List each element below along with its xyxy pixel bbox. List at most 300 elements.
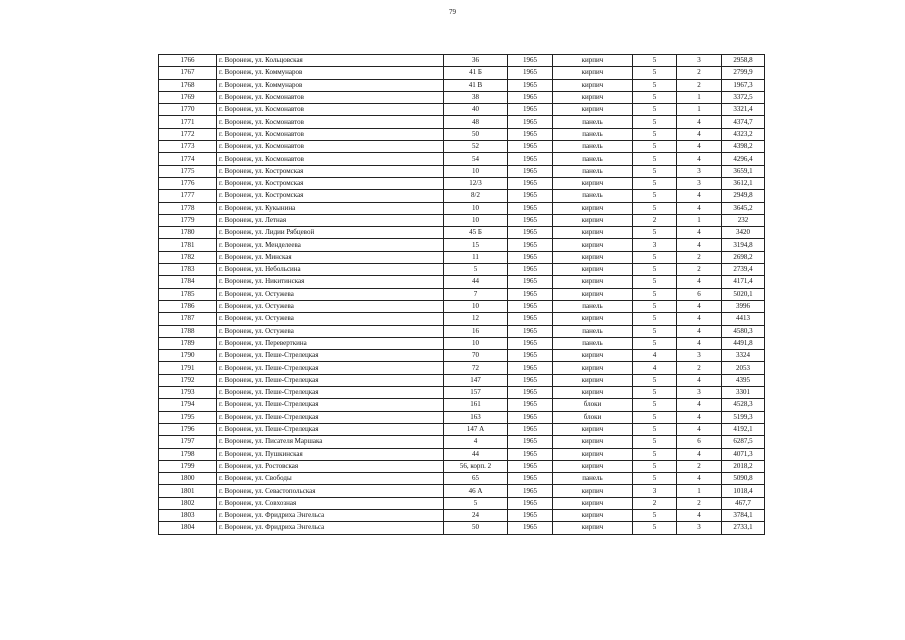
- wall-material-cell: кирпич: [553, 374, 633, 386]
- year-cell: 1965: [508, 153, 553, 165]
- table-row: [159, 55, 765, 67]
- address-cell: г. Воронеж, ул. Свободы: [217, 473, 444, 485]
- area-cell: 3194,8: [722, 239, 765, 251]
- year-cell: 1965: [508, 276, 553, 288]
- floors-cell: 5: [633, 423, 677, 435]
- floors-cell: 5: [633, 79, 677, 91]
- house-number-cell: 44: [444, 448, 508, 460]
- table-row: [159, 448, 765, 460]
- wall-material-cell: кирпич: [553, 485, 633, 497]
- table-row: [159, 460, 765, 472]
- house-number-cell: 54: [444, 153, 508, 165]
- house-number-cell: 161: [444, 399, 508, 411]
- address-cell: г. Воронеж, ул. Севастопольская: [217, 485, 444, 497]
- house-number-cell: 46 А: [444, 485, 508, 497]
- table-row: [159, 141, 765, 153]
- table-row: [159, 227, 765, 239]
- address-cell: г. Воронеж, ул. Ростовская: [217, 460, 444, 472]
- wall-material-cell: кирпич: [553, 91, 633, 103]
- wall-material-cell: кирпич: [553, 55, 633, 67]
- floors-cell: 4: [633, 350, 677, 362]
- house-number-cell: 24: [444, 509, 508, 521]
- year-cell: 1965: [508, 411, 553, 423]
- house-number-cell: 163: [444, 411, 508, 423]
- entrances-cell: 1: [677, 485, 722, 497]
- table-row: [159, 399, 765, 411]
- wall-material-cell: кирпич: [553, 214, 633, 226]
- row-number-cell: 1785: [159, 288, 217, 300]
- year-cell: 1965: [508, 485, 553, 497]
- floors-cell: 5: [633, 276, 677, 288]
- house-number-cell: 48: [444, 116, 508, 128]
- wall-material-cell: кирпич: [553, 251, 633, 263]
- floors-cell: 5: [633, 153, 677, 165]
- wall-material-cell: кирпич: [553, 448, 633, 460]
- row-number-cell: 1782: [159, 251, 217, 263]
- house-number-cell: 72: [444, 362, 508, 374]
- house-number-cell: 7: [444, 288, 508, 300]
- wall-material-cell: кирпич: [553, 239, 633, 251]
- table-row: [159, 165, 765, 177]
- entrances-cell: 4: [677, 239, 722, 251]
- house-number-cell: 65: [444, 473, 508, 485]
- table-row: [159, 350, 765, 362]
- wall-material-cell: панель: [553, 165, 633, 177]
- address-cell: г. Воронеж, ул. Пеше-Стрелецкая: [217, 399, 444, 411]
- address-cell: г. Воронеж, ул. Космонавтов: [217, 91, 444, 103]
- area-cell: 1018,4: [722, 485, 765, 497]
- floors-cell: 5: [633, 509, 677, 521]
- area-cell: 2739,4: [722, 264, 765, 276]
- address-cell: г. Воронеж, ул. Космонавтов: [217, 128, 444, 140]
- row-number-cell: 1795: [159, 411, 217, 423]
- address-cell: г. Воронеж, ул. Кукынина: [217, 202, 444, 214]
- wall-material-cell: панель: [553, 473, 633, 485]
- table-row: [159, 116, 765, 128]
- address-cell: г. Воронеж, ул. Пеше-Стрелецкая: [217, 411, 444, 423]
- year-cell: 1965: [508, 337, 553, 349]
- address-cell: г. Воронеж, ул. Космонавтов: [217, 116, 444, 128]
- address-cell: г. Воронеж, ул. Пушкинская: [217, 448, 444, 460]
- address-cell: г. Воронеж, ул. Кольцовская: [217, 55, 444, 67]
- house-number-cell: 10: [444, 165, 508, 177]
- entrances-cell: 4: [677, 190, 722, 202]
- address-cell: г. Воронеж, ул. Пеше-Стрелецкая: [217, 362, 444, 374]
- wall-material-cell: кирпич: [553, 264, 633, 276]
- floors-cell: 5: [633, 165, 677, 177]
- table-row: [159, 497, 765, 509]
- year-cell: 1965: [508, 448, 553, 460]
- entrances-cell: 2: [677, 251, 722, 263]
- year-cell: 1965: [508, 227, 553, 239]
- address-cell: г. Воронеж, ул. Совхозная: [217, 497, 444, 509]
- house-number-cell: 52: [444, 141, 508, 153]
- floors-cell: 5: [633, 337, 677, 349]
- table-row: [159, 214, 765, 226]
- floors-cell: 5: [633, 387, 677, 399]
- house-number-cell: 4: [444, 436, 508, 448]
- address-cell: г. Воронеж, ул. Никитинская: [217, 276, 444, 288]
- area-cell: 3324: [722, 350, 765, 362]
- row-number-cell: 1787: [159, 313, 217, 325]
- entrances-cell: 4: [677, 509, 722, 521]
- wall-material-cell: кирпич: [553, 509, 633, 521]
- floors-cell: 5: [633, 325, 677, 337]
- wall-material-cell: кирпич: [553, 387, 633, 399]
- address-cell: г. Воронеж, ул. Менделеева: [217, 239, 444, 251]
- row-number-cell: 1796: [159, 423, 217, 435]
- area-cell: 3612,1: [722, 177, 765, 189]
- address-cell: г. Воронеж, ул. Фридриха Энгельса: [217, 509, 444, 521]
- year-cell: 1965: [508, 509, 553, 521]
- house-number-cell: 10: [444, 337, 508, 349]
- table-row: [159, 485, 765, 497]
- row-number-cell: 1803: [159, 509, 217, 521]
- area-cell: 2799,9: [722, 67, 765, 79]
- house-number-cell: 147 А: [444, 423, 508, 435]
- floors-cell: 2: [633, 497, 677, 509]
- floors-cell: 5: [633, 411, 677, 423]
- row-number-cell: 1768: [159, 79, 217, 91]
- row-number-cell: 1788: [159, 325, 217, 337]
- entrances-cell: 4: [677, 399, 722, 411]
- entrances-cell: 1: [677, 104, 722, 116]
- wall-material-cell: панель: [553, 190, 633, 202]
- area-cell: 3372,5: [722, 91, 765, 103]
- floors-cell: 5: [633, 128, 677, 140]
- year-cell: 1965: [508, 387, 553, 399]
- entrances-cell: 2: [677, 460, 722, 472]
- house-number-cell: 11: [444, 251, 508, 263]
- floors-cell: 5: [633, 116, 677, 128]
- year-cell: 1965: [508, 374, 553, 386]
- table-row: [159, 264, 765, 276]
- area-cell: 2958,8: [722, 55, 765, 67]
- house-number-cell: 70: [444, 350, 508, 362]
- year-cell: 1965: [508, 460, 553, 472]
- year-cell: 1965: [508, 214, 553, 226]
- row-number-cell: 1797: [159, 436, 217, 448]
- address-cell: г. Воронеж, ул. Пеше-Стрелецкая: [217, 387, 444, 399]
- area-cell: 2949,8: [722, 190, 765, 202]
- year-cell: 1965: [508, 436, 553, 448]
- address-cell: г. Воронеж, ул. Писателя Маршака: [217, 436, 444, 448]
- house-number-cell: 50: [444, 128, 508, 140]
- table-row: [159, 509, 765, 521]
- wall-material-cell: кирпич: [553, 497, 633, 509]
- address-cell: г. Воронеж, ул. Костромская: [217, 190, 444, 202]
- wall-material-cell: кирпич: [553, 288, 633, 300]
- floors-cell: 5: [633, 264, 677, 276]
- area-cell: 3996: [722, 300, 765, 312]
- table-row: [159, 177, 765, 189]
- wall-material-cell: панель: [553, 325, 633, 337]
- year-cell: 1965: [508, 362, 553, 374]
- area-cell: 5090,8: [722, 473, 765, 485]
- year-cell: 1965: [508, 91, 553, 103]
- entrances-cell: 4: [677, 411, 722, 423]
- floors-cell: 5: [633, 227, 677, 239]
- row-number-cell: 1791: [159, 362, 217, 374]
- house-number-cell: 147: [444, 374, 508, 386]
- address-cell: г. Воронеж, ул. Космонавтов: [217, 141, 444, 153]
- area-cell: 4171,4: [722, 276, 765, 288]
- row-number-cell: 1783: [159, 264, 217, 276]
- area-cell: 3645,2: [722, 202, 765, 214]
- table-row: [159, 104, 765, 116]
- entrances-cell: 2: [677, 362, 722, 374]
- area-cell: 4580,3: [722, 325, 765, 337]
- table-row: [159, 239, 765, 251]
- row-number-cell: 1775: [159, 165, 217, 177]
- row-number-cell: 1790: [159, 350, 217, 362]
- year-cell: 1965: [508, 350, 553, 362]
- address-cell: г. Воронеж, ул. Остужева: [217, 313, 444, 325]
- floors-cell: 5: [633, 67, 677, 79]
- address-cell: г. Воронеж, ул. Минская: [217, 251, 444, 263]
- entrances-cell: 3: [677, 165, 722, 177]
- house-number-cell: 157: [444, 387, 508, 399]
- area-cell: 3784,1: [722, 509, 765, 521]
- year-cell: 1965: [508, 239, 553, 251]
- row-number-cell: 1801: [159, 485, 217, 497]
- entrances-cell: 4: [677, 448, 722, 460]
- table-row: [159, 67, 765, 79]
- table-row: [159, 128, 765, 140]
- floors-cell: 5: [633, 91, 677, 103]
- year-cell: 1965: [508, 325, 553, 337]
- house-number-cell: 45 Б: [444, 227, 508, 239]
- year-cell: 1965: [508, 288, 553, 300]
- area-cell: 3301: [722, 387, 765, 399]
- entrances-cell: 4: [677, 276, 722, 288]
- area-cell: 467,7: [722, 497, 765, 509]
- row-number-cell: 1773: [159, 141, 217, 153]
- year-cell: 1965: [508, 55, 553, 67]
- year-cell: 1965: [508, 300, 553, 312]
- house-number-cell: 12: [444, 313, 508, 325]
- entrances-cell: 2: [677, 264, 722, 276]
- row-number-cell: 1771: [159, 116, 217, 128]
- address-cell: г. Воронеж, ул. Фридриха Энгельса: [217, 522, 444, 534]
- area-cell: 4395: [722, 374, 765, 386]
- area-cell: 3420: [722, 227, 765, 239]
- year-cell: 1965: [508, 251, 553, 263]
- floors-cell: 3: [633, 485, 677, 497]
- area-cell: 6287,5: [722, 436, 765, 448]
- row-number-cell: 1800: [159, 473, 217, 485]
- wall-material-cell: панель: [553, 128, 633, 140]
- wall-material-cell: блоки: [553, 399, 633, 411]
- wall-material-cell: панель: [553, 300, 633, 312]
- row-number-cell: 1793: [159, 387, 217, 399]
- entrances-cell: 2: [677, 67, 722, 79]
- floors-cell: 5: [633, 104, 677, 116]
- wall-material-cell: кирпич: [553, 202, 633, 214]
- house-number-cell: 8/2: [444, 190, 508, 202]
- wall-material-cell: панель: [553, 337, 633, 349]
- table-row: [159, 337, 765, 349]
- house-number-cell: 10: [444, 300, 508, 312]
- row-number-cell: 1792: [159, 374, 217, 386]
- address-cell: г. Воронеж, ул. Переверткина: [217, 337, 444, 349]
- area-cell: 3659,1: [722, 165, 765, 177]
- row-number-cell: 1798: [159, 448, 217, 460]
- table-row: [159, 522, 765, 534]
- address-cell: г. Воронеж, ул. Пеше-Стрелецкая: [217, 423, 444, 435]
- wall-material-cell: панель: [553, 153, 633, 165]
- table-row: [159, 313, 765, 325]
- house-number-cell: 12/3: [444, 177, 508, 189]
- entrances-cell: 4: [677, 374, 722, 386]
- wall-material-cell: кирпич: [553, 276, 633, 288]
- floors-cell: 5: [633, 288, 677, 300]
- year-cell: 1965: [508, 190, 553, 202]
- house-number-cell: 41 Б: [444, 67, 508, 79]
- year-cell: 1965: [508, 473, 553, 485]
- entrances-cell: 3: [677, 522, 722, 534]
- entrances-cell: 3: [677, 177, 722, 189]
- area-cell: 2698,2: [722, 251, 765, 263]
- table-row: [159, 153, 765, 165]
- area-cell: 4192,1: [722, 423, 765, 435]
- area-cell: 5199,3: [722, 411, 765, 423]
- house-number-cell: 10: [444, 202, 508, 214]
- area-cell: 232: [722, 214, 765, 226]
- table-row: [159, 91, 765, 103]
- table-row: [159, 423, 765, 435]
- wall-material-cell: кирпич: [553, 104, 633, 116]
- row-number-cell: 1772: [159, 128, 217, 140]
- floors-cell: 5: [633, 436, 677, 448]
- entrances-cell: 4: [677, 313, 722, 325]
- house-number-cell: 10: [444, 214, 508, 226]
- address-cell: г. Воронеж, ул. Космонавтов: [217, 153, 444, 165]
- table-row: [159, 387, 765, 399]
- house-number-cell: 36: [444, 55, 508, 67]
- house-number-cell: 15: [444, 239, 508, 251]
- year-cell: 1965: [508, 165, 553, 177]
- floors-cell: 4: [633, 362, 677, 374]
- year-cell: 1965: [508, 177, 553, 189]
- area-cell: 4071,3: [722, 448, 765, 460]
- area-cell: 4528,3: [722, 399, 765, 411]
- row-number-cell: 1770: [159, 104, 217, 116]
- wall-material-cell: панель: [553, 116, 633, 128]
- row-number-cell: 1781: [159, 239, 217, 251]
- entrances-cell: 4: [677, 423, 722, 435]
- address-cell: г. Воронеж, ул. Пеше-Стрелецкая: [217, 350, 444, 362]
- table-row: [159, 325, 765, 337]
- house-number-cell: 5: [444, 264, 508, 276]
- address-cell: г. Воронеж, ул. Космонавтов: [217, 104, 444, 116]
- entrances-cell: 4: [677, 300, 722, 312]
- year-cell: 1965: [508, 313, 553, 325]
- row-number-cell: 1778: [159, 202, 217, 214]
- entrances-cell: 3: [677, 387, 722, 399]
- address-cell: г. Воронеж, ул. Костромская: [217, 165, 444, 177]
- entrances-cell: 4: [677, 325, 722, 337]
- entrances-cell: 1: [677, 214, 722, 226]
- table-row: [159, 436, 765, 448]
- row-number-cell: 1804: [159, 522, 217, 534]
- entrances-cell: 4: [677, 473, 722, 485]
- wall-material-cell: кирпич: [553, 436, 633, 448]
- house-number-cell: 5: [444, 497, 508, 509]
- wall-material-cell: кирпич: [553, 177, 633, 189]
- year-cell: 1965: [508, 399, 553, 411]
- entrances-cell: 4: [677, 202, 722, 214]
- house-number-cell: 41 В: [444, 79, 508, 91]
- table-body: [159, 55, 765, 535]
- year-cell: 1965: [508, 116, 553, 128]
- row-number-cell: 1780: [159, 227, 217, 239]
- floors-cell: 5: [633, 399, 677, 411]
- wall-material-cell: кирпич: [553, 522, 633, 534]
- entrances-cell: 2: [677, 79, 722, 91]
- house-number-cell: 56, корп. 2: [444, 460, 508, 472]
- row-number-cell: 1777: [159, 190, 217, 202]
- table-row: [159, 362, 765, 374]
- address-cell: г. Воронеж, ул. Остужева: [217, 300, 444, 312]
- row-number-cell: 1802: [159, 497, 217, 509]
- floors-cell: 5: [633, 251, 677, 263]
- address-cell: г. Воронеж, ул. Остужева: [217, 288, 444, 300]
- entrances-cell: 4: [677, 337, 722, 349]
- area-cell: 1967,3: [722, 79, 765, 91]
- entrances-cell: 4: [677, 153, 722, 165]
- floors-cell: 5: [633, 448, 677, 460]
- wall-material-cell: кирпич: [553, 227, 633, 239]
- table-row: [159, 276, 765, 288]
- row-number-cell: 1767: [159, 67, 217, 79]
- entrances-cell: 6: [677, 288, 722, 300]
- entrances-cell: 4: [677, 141, 722, 153]
- floors-cell: 5: [633, 55, 677, 67]
- wall-material-cell: кирпич: [553, 79, 633, 91]
- area-cell: 4491,8: [722, 337, 765, 349]
- house-number-cell: 44: [444, 276, 508, 288]
- row-number-cell: 1776: [159, 177, 217, 189]
- table-row: [159, 79, 765, 91]
- house-number-cell: 16: [444, 325, 508, 337]
- entrances-cell: 6: [677, 436, 722, 448]
- entrances-cell: 3: [677, 55, 722, 67]
- area-cell: 4374,7: [722, 116, 765, 128]
- row-number-cell: 1779: [159, 214, 217, 226]
- table-row: [159, 251, 765, 263]
- entrances-cell: 4: [677, 116, 722, 128]
- table-row: [159, 190, 765, 202]
- floors-cell: 5: [633, 141, 677, 153]
- floors-cell: 5: [633, 300, 677, 312]
- address-cell: г. Воронеж, ул. Небольсина: [217, 264, 444, 276]
- table-row: [159, 202, 765, 214]
- area-cell: 4296,4: [722, 153, 765, 165]
- wall-material-cell: кирпич: [553, 362, 633, 374]
- table-row: [159, 374, 765, 386]
- entrances-cell: 4: [677, 227, 722, 239]
- table-row: [159, 288, 765, 300]
- area-cell: 2018,2: [722, 460, 765, 472]
- area-cell: 5020,1: [722, 288, 765, 300]
- row-number-cell: 1789: [159, 337, 217, 349]
- year-cell: 1965: [508, 79, 553, 91]
- year-cell: 1965: [508, 104, 553, 116]
- floors-cell: 5: [633, 190, 677, 202]
- area-cell: 2733,1: [722, 522, 765, 534]
- row-number-cell: 1769: [159, 91, 217, 103]
